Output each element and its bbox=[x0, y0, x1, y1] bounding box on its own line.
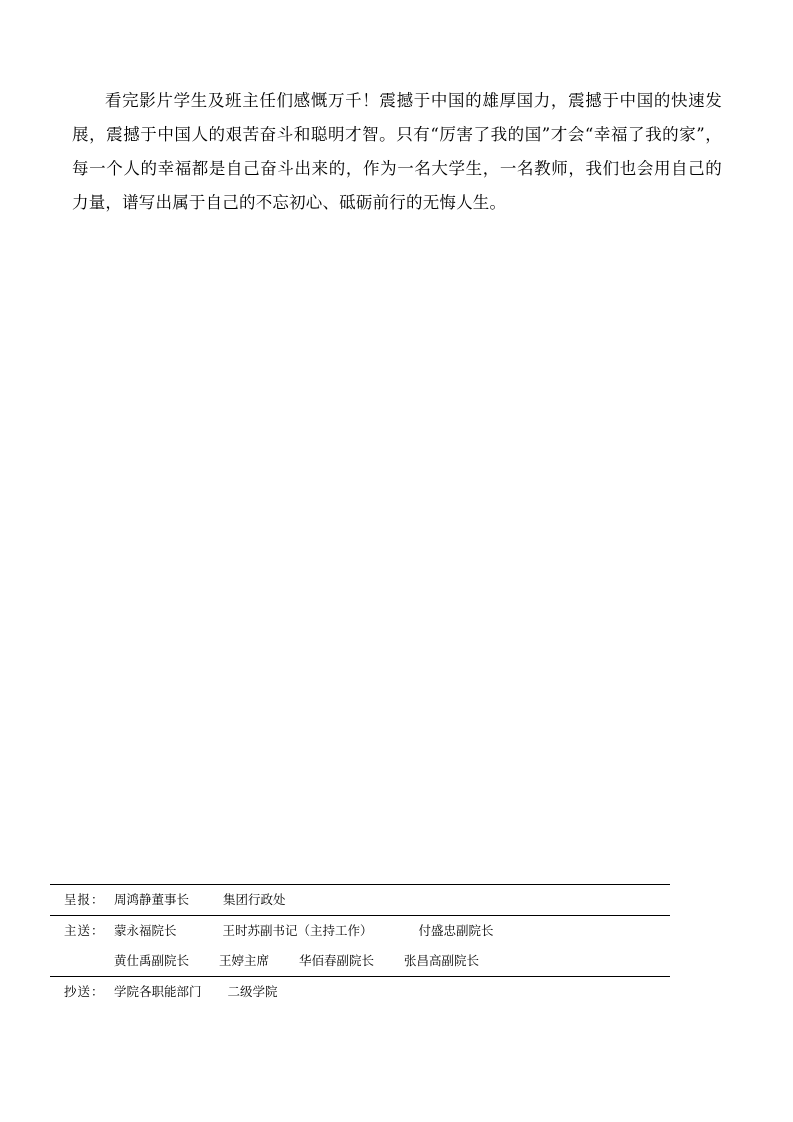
main-item-0: 蒙永福院长 bbox=[114, 923, 177, 938]
copy-item-0: 学院各职能部门 bbox=[114, 984, 202, 999]
copy-label: 抄送： bbox=[64, 984, 105, 999]
report-label: 呈报： bbox=[64, 892, 105, 907]
main-item-3: 黄仕禹副院长 bbox=[114, 953, 190, 968]
report-item-1: 集团行政处 bbox=[223, 892, 286, 907]
main-item-5: 华佰春副院长 bbox=[299, 953, 375, 968]
distribution-row-main-2 bbox=[50, 946, 670, 976]
copy-item-1: 二级学院 bbox=[227, 984, 278, 999]
distribution-block bbox=[50, 884, 670, 1007]
distribution-row-main-1 bbox=[50, 916, 670, 946]
report-item-0: 周鸿静董事长 bbox=[114, 892, 190, 907]
report-items bbox=[114, 885, 670, 915]
body-paragraph: 看完影片学生及班主任们感慨万千！震撼于中国的雄厚国力，震撼于中国的快速发展，震撼于中国人的艰苦奋斗和聪明才智。只有“厉害了我的国”才会“幸福了我的家”，每一个人的幸福都是自己奋斗出来的，作为一名大学生，一名教师，我们也会用自己的力量，谱写出属于自己的不忘初心、砥砺前行的无悔人生。 bbox=[72, 91, 722, 212]
copy-items bbox=[114, 977, 670, 1007]
distribution-row-report bbox=[50, 885, 670, 915]
main-label: 主送： bbox=[64, 923, 105, 938]
main-item-6: 张昌高副院长 bbox=[404, 953, 480, 968]
main-item-2: 付盛忠副院长 bbox=[418, 923, 494, 938]
main-items-line2 bbox=[114, 946, 670, 976]
main-item-1: 王时苏副书记（主持工作） bbox=[222, 923, 373, 938]
main-item-4: 王婷主席 bbox=[219, 953, 270, 968]
main-items-line1 bbox=[114, 916, 670, 946]
distribution-row-copy bbox=[50, 977, 670, 1007]
